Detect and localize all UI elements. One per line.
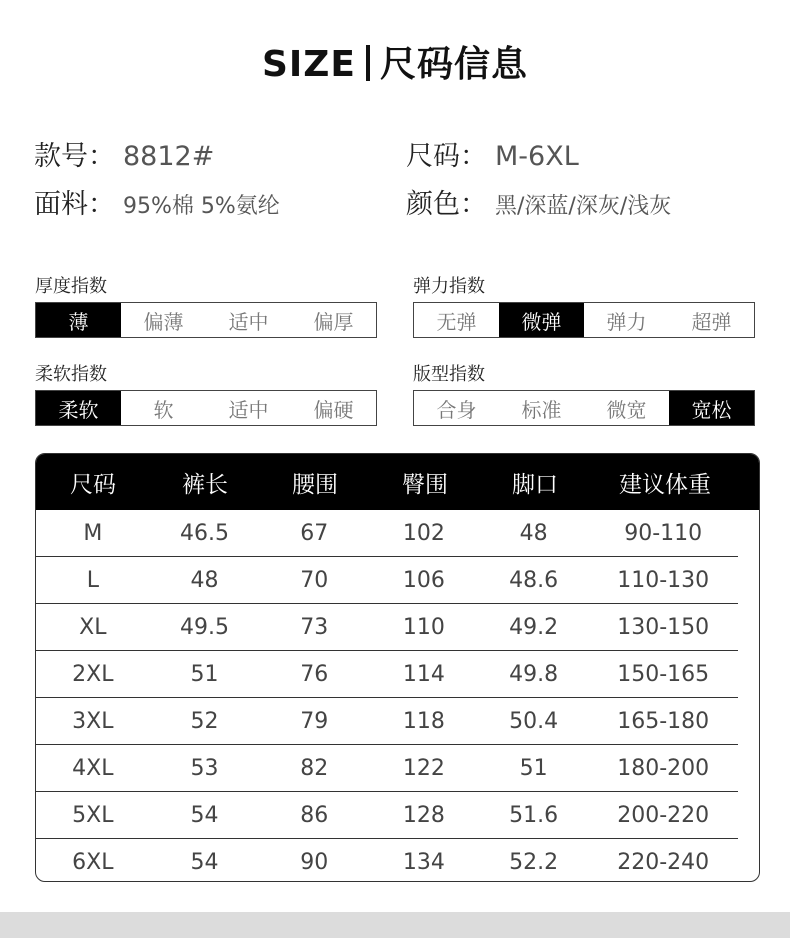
- size-table-header: [36, 454, 759, 510]
- table-cell: 110: [402, 614, 445, 640]
- size-range-label: 尺码：: [406, 141, 487, 172]
- table-cell: 130-150: [617, 614, 710, 640]
- colors-label: 颜色：: [406, 189, 487, 220]
- page-title: [0, 36, 790, 87]
- table-row: [36, 604, 738, 651]
- header-weight: 建议体重: [619, 471, 711, 498]
- table-cell: 134: [402, 849, 445, 875]
- table-cell: XL: [79, 614, 107, 640]
- header-hem: 脚口: [512, 471, 558, 498]
- size-table-body: [36, 510, 759, 882]
- table-cell: 200-220: [617, 802, 710, 828]
- elasticity-option: 无弹: [436, 309, 477, 334]
- footer-band: [0, 912, 790, 938]
- table-cell: 79: [300, 708, 329, 734]
- table-cell: 76: [300, 661, 329, 687]
- table-cell: 70: [300, 567, 329, 593]
- table-cell: 51.6: [509, 802, 559, 828]
- table-cell: 82: [300, 755, 329, 781]
- table-cell: 165-180: [617, 708, 710, 734]
- softness-index-label: 柔软指数: [35, 364, 107, 385]
- table-cell: 3XL: [72, 708, 114, 734]
- table-row: [36, 839, 738, 882]
- elasticity-option: 超弹: [691, 309, 732, 334]
- fit-option: 微宽: [606, 397, 647, 422]
- table-cell: 6XL: [72, 849, 114, 875]
- header-waist: 腰围: [292, 471, 338, 498]
- table-cell: L: [86, 567, 99, 593]
- table-row: [36, 651, 738, 698]
- table-cell: 51: [190, 661, 219, 687]
- title-size: SIZE: [261, 44, 356, 85]
- table-cell: 53: [190, 755, 219, 781]
- table-cell: 54: [190, 802, 219, 828]
- table-cell: 90: [300, 849, 329, 875]
- table-cell: 49.5: [180, 614, 229, 640]
- table-cell: 86: [300, 802, 329, 828]
- fabric-label: 面料：: [34, 189, 115, 220]
- table-row: [36, 698, 738, 745]
- fit-option: 标准: [521, 397, 562, 422]
- elasticity-option: 微弹: [499, 303, 584, 337]
- table-cell: 150-165: [617, 661, 710, 687]
- table-row: [36, 745, 738, 792]
- table-cell: 54: [190, 849, 219, 875]
- softness-option: 软: [153, 397, 174, 422]
- softness-option: 柔软: [36, 391, 121, 425]
- table-cell: 51: [519, 755, 548, 781]
- table-cell: 114: [402, 661, 445, 687]
- elasticity-option: 弹力: [606, 309, 647, 334]
- table-cell: 48.6: [509, 567, 559, 593]
- table-cell: 2XL: [72, 661, 114, 687]
- table-cell: 73: [300, 614, 329, 640]
- fit-option: 宽松: [669, 391, 754, 425]
- thickness-index-scale: [35, 302, 377, 338]
- size-range-value: M-6XL: [495, 141, 579, 172]
- style-number: [34, 134, 214, 173]
- table-cell: 118: [402, 708, 445, 734]
- table-cell: 106: [402, 567, 445, 593]
- header-length: 裤长: [182, 471, 228, 498]
- table-cell: M: [83, 520, 103, 546]
- title-size-info: 尺码信息: [380, 44, 529, 85]
- fit-option: 合身: [436, 397, 477, 422]
- title-divider: [366, 45, 370, 81]
- softness-option: 适中: [228, 397, 269, 422]
- elasticity-index-scale: [413, 302, 755, 338]
- header-hip: 臀围: [402, 471, 448, 498]
- thickness-option: 偏薄: [143, 309, 184, 334]
- table-cell: 48: [519, 520, 548, 546]
- table-cell: 52.2: [509, 849, 559, 875]
- table-cell: 90-110: [624, 520, 703, 546]
- colors: [406, 182, 671, 221]
- colors-value: 黑/深蓝/深灰/浅灰: [495, 194, 672, 219]
- fabric-value: 95%棉 5%氨纶: [123, 194, 280, 219]
- table-cell: 4XL: [72, 755, 114, 781]
- table-row: [36, 557, 738, 604]
- header-size: 尺码: [70, 471, 116, 498]
- table-cell: 180-200: [617, 755, 710, 781]
- thickness-option: 偏厚: [313, 309, 354, 334]
- style-number-label: 款号：: [34, 141, 115, 172]
- size-table: [35, 453, 760, 882]
- softness-option: 偏硬: [313, 397, 354, 422]
- table-cell: 49.2: [509, 614, 559, 640]
- elasticity-index-label: 弹力指数: [413, 276, 485, 297]
- table-cell: 110-130: [617, 567, 710, 593]
- table-cell: 50.4: [509, 708, 559, 734]
- table-cell: 5XL: [72, 802, 114, 828]
- softness-index-scale: [35, 390, 377, 426]
- size-range: [406, 134, 579, 173]
- table-row: [36, 792, 738, 839]
- table-cell: 67: [300, 520, 329, 546]
- table-row: [36, 510, 738, 557]
- table-cell: 122: [402, 755, 445, 781]
- table-cell: 48: [190, 567, 219, 593]
- table-cell: 220-240: [617, 849, 710, 875]
- table-cell: 49.8: [509, 661, 559, 687]
- table-cell: 52: [190, 708, 219, 734]
- table-cell: 128: [402, 802, 445, 828]
- style-number-value: 8812#: [123, 141, 215, 172]
- thickness-option: 薄: [36, 303, 121, 337]
- thickness-index-label: 厚度指数: [35, 276, 107, 297]
- fit-index-label: 版型指数: [413, 364, 485, 385]
- fit-index-scale: [413, 390, 755, 426]
- table-cell: 102: [402, 520, 445, 546]
- fabric: [34, 182, 280, 221]
- thickness-option: 适中: [228, 309, 269, 334]
- table-cell: 46.5: [180, 520, 229, 546]
